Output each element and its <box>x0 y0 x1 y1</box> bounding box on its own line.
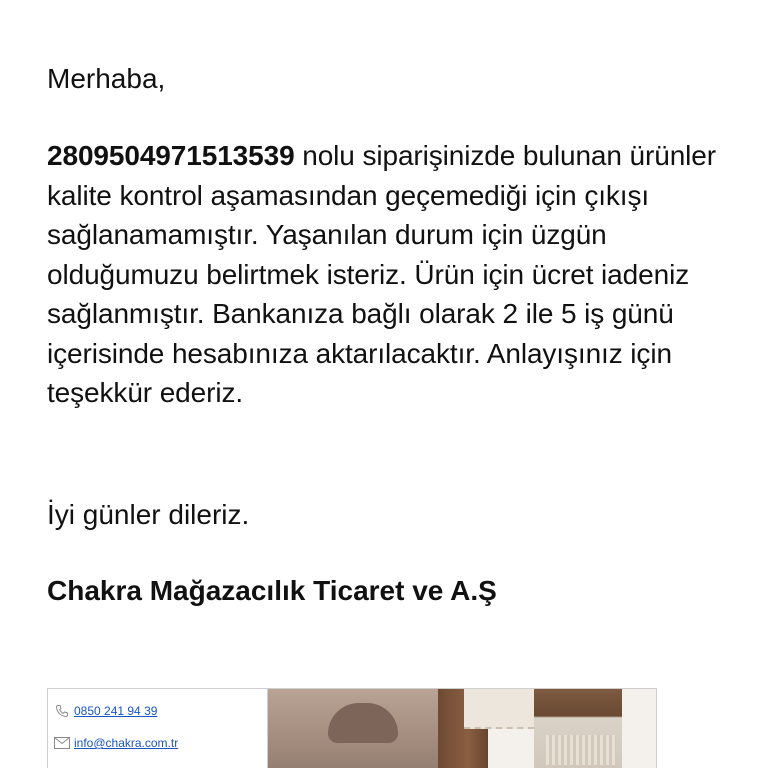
greeting-text: Merhaba, <box>47 63 166 94</box>
signature-banner-image <box>268 689 656 768</box>
order-number: 2809504971513539 <box>47 140 295 171</box>
company-name: Chakra Mağazacılık Ticaret ve A.Ş <box>47 575 497 606</box>
sweater-photo <box>268 689 438 768</box>
phone-icon <box>52 703 72 719</box>
signature-phone-row <box>52 695 267 727</box>
phone-link[interactable]: 0850 241 94 39 <box>74 704 158 718</box>
signature-contacts <box>48 689 268 768</box>
cloth-photo <box>534 689 622 768</box>
signature-email-row <box>52 727 267 759</box>
message-text: nolu siparişinizde bulunan ürünler kalite kontrol aşamasından geçemediği için çıkışı sağlanamamıştır. Yaşanılan durum için üzgün olduğumuzu belirtmek isteriz. Ürün için ücret iadeniz sağlanmıştır. Bankanıza bağlı olarak 2 ile 5 iş günü içerisinde hesabınıza aktarılacaktır. Anlayışınız için teşekkür ederiz. <box>47 140 716 408</box>
message-paragraph <box>47 136 727 413</box>
email-body <box>47 60 727 606</box>
closing-text: İyi günler dileriz. <box>47 499 250 530</box>
email-link[interactable]: info@chakra.com.tr <box>74 736 179 750</box>
email-signature <box>47 688 657 768</box>
mail-icon <box>52 735 72 751</box>
linen-photo <box>464 689 534 729</box>
